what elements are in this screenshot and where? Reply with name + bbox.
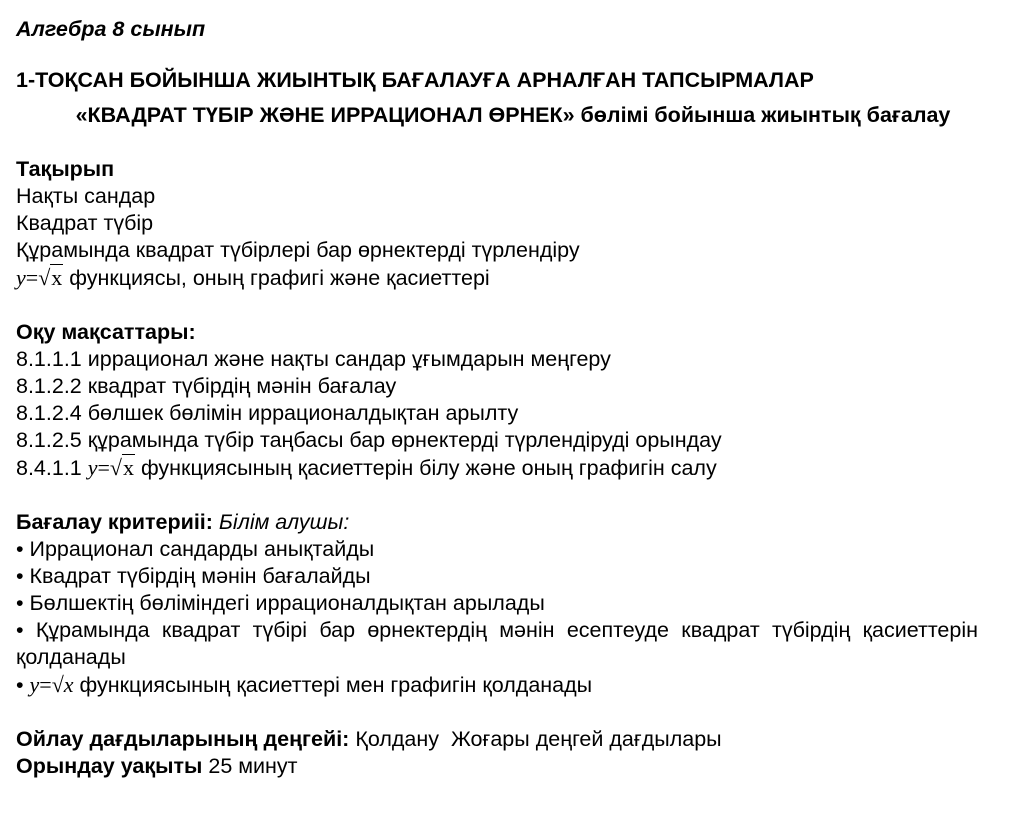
criteria-item: • Құрамында квадрат түбірі бар өрнектердің мәнін есептеуде квадрат түбірдің қасиеттерін қолданады bbox=[16, 618, 978, 669]
topic-item: Нақты сандар bbox=[16, 184, 156, 208]
criteria-item: • Бөлшектің бөліміндегі иррационалдықтан арылады bbox=[16, 591, 545, 615]
objective-item: 8.1.1.1 иррационал және нақты сандар ұғымдарын меңгеру bbox=[16, 347, 611, 371]
thinking-level-line bbox=[16, 726, 1010, 753]
objectives-heading: Оқу мақсаттары: bbox=[16, 320, 196, 344]
spacer bbox=[16, 129, 1010, 156]
topic-item-function: y=√x функциясы, оның графигі және қасиеттері bbox=[16, 265, 490, 290]
sqrt-formula: y=√x bbox=[87, 455, 134, 480]
duration-line bbox=[16, 753, 1010, 780]
topic-item: Құрамында квадрат түбірлері бар өрнектерді түрлендіру bbox=[16, 238, 580, 262]
sqrt-formula: y=√x bbox=[16, 265, 63, 290]
objective-item: 8.1.2.2 квадрат түбірдің мәнін бағалау bbox=[16, 374, 397, 398]
main-title: 1-ТОҚСАН БОЙЫНША ЖИЫНТЫҚ БАҒАЛАУҒА АРНАЛҒАН ТАПСЫРМАЛАР bbox=[16, 68, 814, 92]
spacer bbox=[16, 292, 1010, 319]
objective-item: 8.1.2.4 бөлшек бөлімін иррационалдықтан арылту bbox=[16, 401, 519, 425]
criteria-item-function: • y=√x функциясының қасиеттері мен графигін қолданады bbox=[16, 672, 593, 697]
objective-item: 8.1.2.5 құрамында түбір таңбасы бар өрнектерді түрлендіруді орындау bbox=[16, 428, 722, 452]
topic-item: Квадрат түбір bbox=[16, 211, 154, 235]
duration-label: Орындау уақыты bbox=[16, 754, 203, 778]
criteria-item: • Иррационал сандарды анықтайды bbox=[16, 537, 375, 561]
criteria-subheading: Білім алушы: bbox=[218, 510, 350, 534]
topic-heading: Тақырып bbox=[16, 157, 115, 181]
thinking-level-label: Ойлау дағдыларының деңгейі: bbox=[16, 727, 350, 751]
section-title: «КВАДРАТ ТҮБІР ЖӘНЕ ИРРАЦИОНАЛ ӨРНЕК» бөлімі бойынша жиынтық бағалау bbox=[75, 103, 951, 127]
thinking-level-value: Қолдану Жоғары деңгей дағдылары bbox=[355, 727, 722, 751]
spacer bbox=[16, 699, 1010, 726]
criteria-heading-line bbox=[16, 509, 1010, 536]
sqrt-formula: y=√x bbox=[29, 672, 74, 697]
criteria-heading: Бағалау критериіі: bbox=[16, 510, 213, 534]
spacer bbox=[16, 482, 1010, 509]
criteria-item: • Квадрат түбірдің мәнін бағалайды bbox=[16, 564, 371, 588]
objective-item-function: 8.4.1.1 y=√x функциясының қасиеттерін білу және оның графигін салу bbox=[16, 455, 717, 480]
subject-label: Алгебра 8 сынып bbox=[16, 17, 206, 41]
duration-value: 25 минут bbox=[208, 754, 298, 778]
